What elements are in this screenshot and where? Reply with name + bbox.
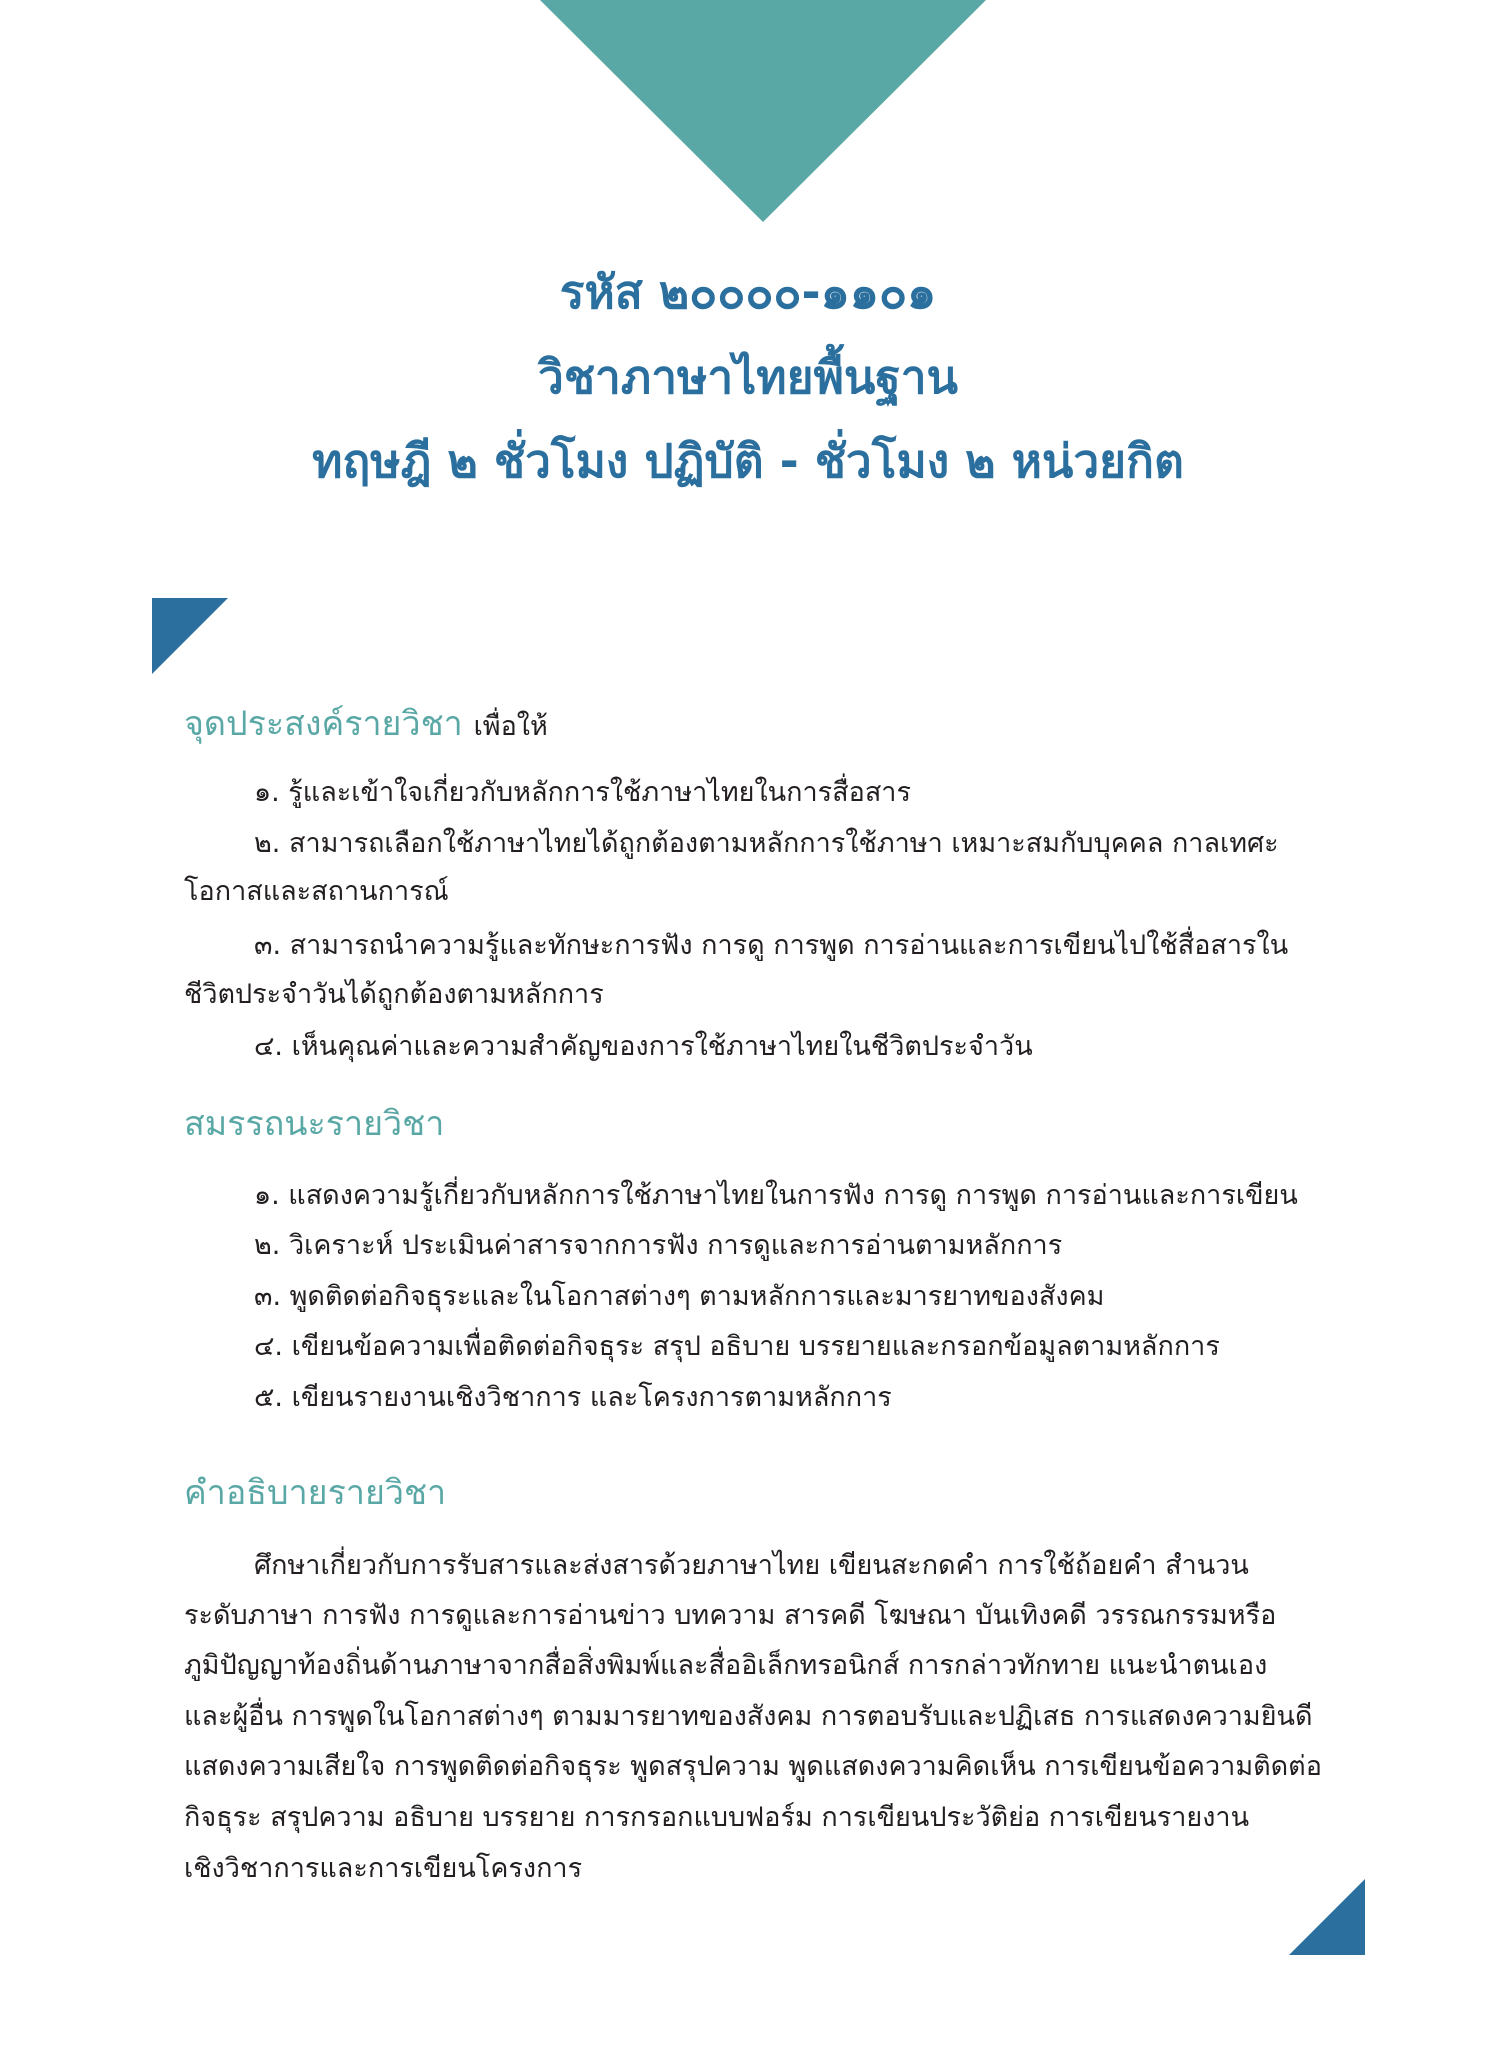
description-line: กิจธุระ สรุปความ อธิบาย บรรยาย การกรอกแบบฟอร์ม การเขียนประวัติย่อ การเขียนรายงาน <box>184 1802 1250 1833</box>
objective-item: ๓. สามารถนำความรู้และทักษะการฟัง การดู การพูด การอ่านและการเขียนไปใช้สื่อสารใน <box>254 930 1289 961</box>
description-heading: คำอธิบายรายวิชา <box>184 1473 447 1513</box>
objective-item: ๑. รู้และเข้าใจเกี่ยวกับหลักการใช้ภาษาไทยในการสื่อสาร <box>254 777 911 808</box>
objective-item-continued: โอกาสและสถานการณ์ <box>184 876 449 907</box>
objective-item-continued: ชีวิตประจำวันได้ถูกต้องตามหลักการ <box>184 979 604 1010</box>
left-corner-triangle-decoration <box>152 598 228 674</box>
course-name: วิชาภาษาไทยพื้นฐาน <box>537 350 959 404</box>
competency-item: ๑. แสดงความรู้เกี่ยวกับหลักการใช้ภาษาไทยในการฟัง การดู การพูด การอ่านและการเขียน <box>254 1180 1298 1211</box>
competencies-heading: สมรรถนะรายวิชา <box>184 1104 445 1144</box>
objectives-heading-suffix: เพื่อให้ <box>473 711 548 742</box>
course-code: รหัส ๒๐๐๐๐-๑๑๐๑ <box>559 265 937 319</box>
bottom-right-triangle-decoration <box>1289 1879 1365 1955</box>
objectives-heading-label: จุดประสงค์รายวิชา <box>184 704 463 744</box>
description-line: ระดับภาษา การฟัง การดูและการอ่านข่าว บทความ สารคดี โฆษณา บันเทิงคดี วรรณกรรมหรือ <box>184 1600 1277 1631</box>
competency-item: ๓. พูดติดต่อกิจธุระและในโอกาสต่างๆ ตามหลักการและมารยาทของสังคม <box>254 1281 1105 1312</box>
competency-item: ๔. เขียนข้อความเพื่อติดต่อกิจธุระ สรุป อธิบาย บรรยายและกรอกข้อมูลตามหลักการ <box>254 1331 1220 1362</box>
competency-item: ๕. เขียนรายงานเชิงวิชาการ และโครงการตามหลักการ <box>254 1382 892 1413</box>
description-line: ภูมิปัญญาท้องถิ่นด้านภาษาจากสื่อสิ่งพิมพ์และสื่ออิเล็กทรอนิกส์ การกล่าวทักทาย แนะนำตนเอง <box>184 1650 1268 1681</box>
description-line: แสดงความเสียใจ การพูดติดต่อกิจธุระ พูดสรุปความ พูดแสดงความคิดเห็น การเขียนข้อความติดต่อ <box>184 1751 1322 1782</box>
course-hours-credits: ทฤษฎี ๒ ชั่วโมง ปฏิบัติ - ชั่วโมง ๒ หน่วยกิต <box>312 434 1184 488</box>
description-line: ศึกษาเกี่ยวกับการรับสารและส่งสารด้วยภาษาไทย เขียนสะกดคำ การใช้ถ้อยคำ สำนวน <box>254 1550 1249 1581</box>
description-line: และผู้อื่น การพูดในโอกาสต่างๆ ตามมารยาทของสังคม การตอบรับและปฏิเสธ การแสดงความยินดี <box>184 1701 1313 1732</box>
objective-item: ๒. สามารถเลือกใช้ภาษาไทยได้ถูกต้องตามหลักการใช้ภาษา เหมาะสมกับบุคคล กาลเทศะ <box>254 828 1279 859</box>
competency-item: ๒. วิเคราะห์ ประเมินค่าสารจากการฟัง การดูและการอ่านตามหลักการ <box>254 1230 1063 1261</box>
top-triangle-decoration <box>540 0 986 222</box>
objective-item: ๔. เห็นคุณค่าและความสำคัญของการใช้ภาษาไทยในชีวิตประจำวัน <box>254 1031 1033 1062</box>
objectives-heading <box>184 700 548 751</box>
description-line: เชิงวิชาการและการเขียนโครงการ <box>184 1853 583 1884</box>
